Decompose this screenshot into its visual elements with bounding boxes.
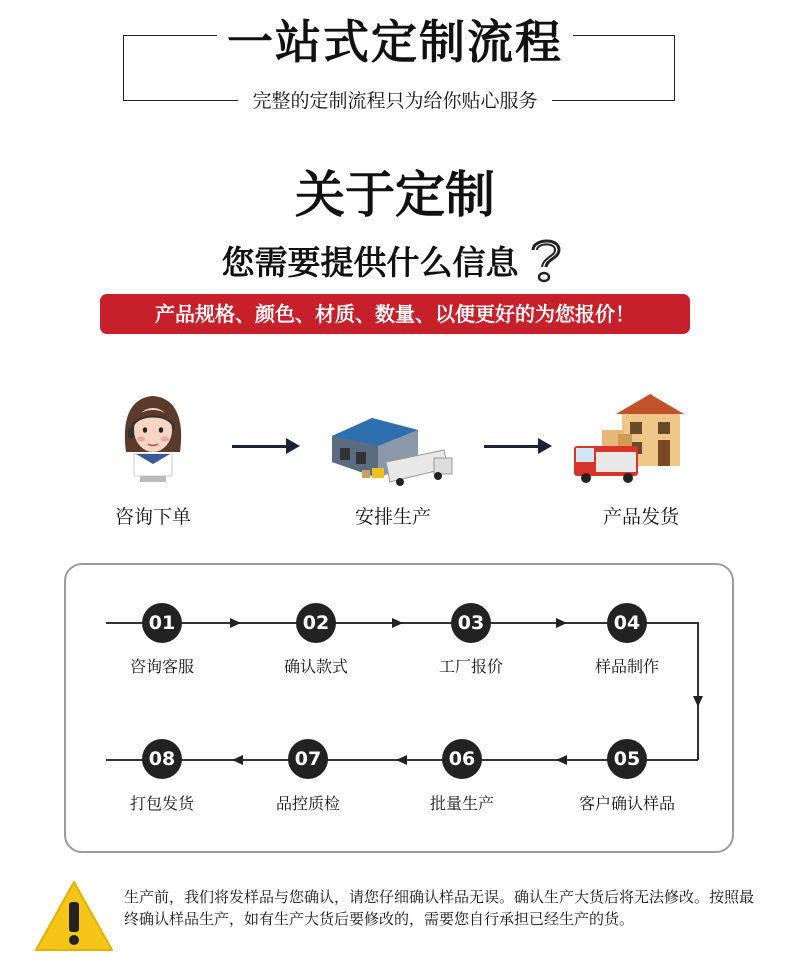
flow-step-number: 03 [451,603,491,643]
process-arrow-2 [484,445,548,448]
page-title: 一站式定制流程 [0,6,790,72]
flow-step-number: 02 [296,603,336,643]
info-question: 您需要提供什么信息 [221,242,519,282]
flow-step-number: 07 [288,739,328,779]
flow-step-number: 06 [442,739,482,779]
flow-arrow-right [556,618,567,628]
question-mark-icon [523,234,569,286]
warning-text: 生产前，我们将发样品与您确认，请您仔细确认样品无误。确认生产大货后将无法修改。按照最终确认样品生产，如有生产大货后要修改的，需要您自行承担已经生产的货。 [124,888,755,928]
flow-step-number: 04 [607,603,647,643]
flow-line-right [697,622,699,760]
flow-step-label: 客户确认样品 [578,794,675,813]
about-title: 关于定制 [295,166,495,224]
warning-icon [32,878,116,954]
flow-step-label: 咨询客服 [129,657,194,676]
delivery-house-icon [572,390,692,486]
flow-step-number: 05 [607,739,647,779]
flow-step-label: 确认款式 [283,657,348,676]
info-question-row [0,234,790,286]
flow-arrow-left [556,755,567,765]
flow-step-label: 打包发货 [129,794,194,813]
flow-step-label: 批量生产 [429,794,494,813]
customer-service-icon [118,392,188,484]
flow-arrow-left [232,755,243,765]
flow-arrow-left [396,755,407,765]
flow-arrow-right [230,618,241,628]
flow-step-number: 08 [142,739,182,779]
flow-step-label: 品控质检 [275,794,340,813]
page-subtitle: 完整的定制流程只为给你贴心服务 [0,86,790,113]
process-step-label: 安排生产 [354,506,431,528]
factory-truck-icon [326,400,460,490]
process-arrow-1 [232,445,296,448]
flow-step-label: 工厂报价 [438,657,503,676]
info-banner: 产品规格、颜色、材质、数量、以便更好的为您报价！ [100,294,690,334]
flow-step-number: 01 [142,603,182,643]
flow-arrow-down [693,696,703,707]
process-step-label: 咨询下单 [114,506,191,528]
process-step-label: 产品发货 [602,506,679,528]
flow-step-label: 样品制作 [594,657,659,676]
flow-arrow-right [392,618,403,628]
